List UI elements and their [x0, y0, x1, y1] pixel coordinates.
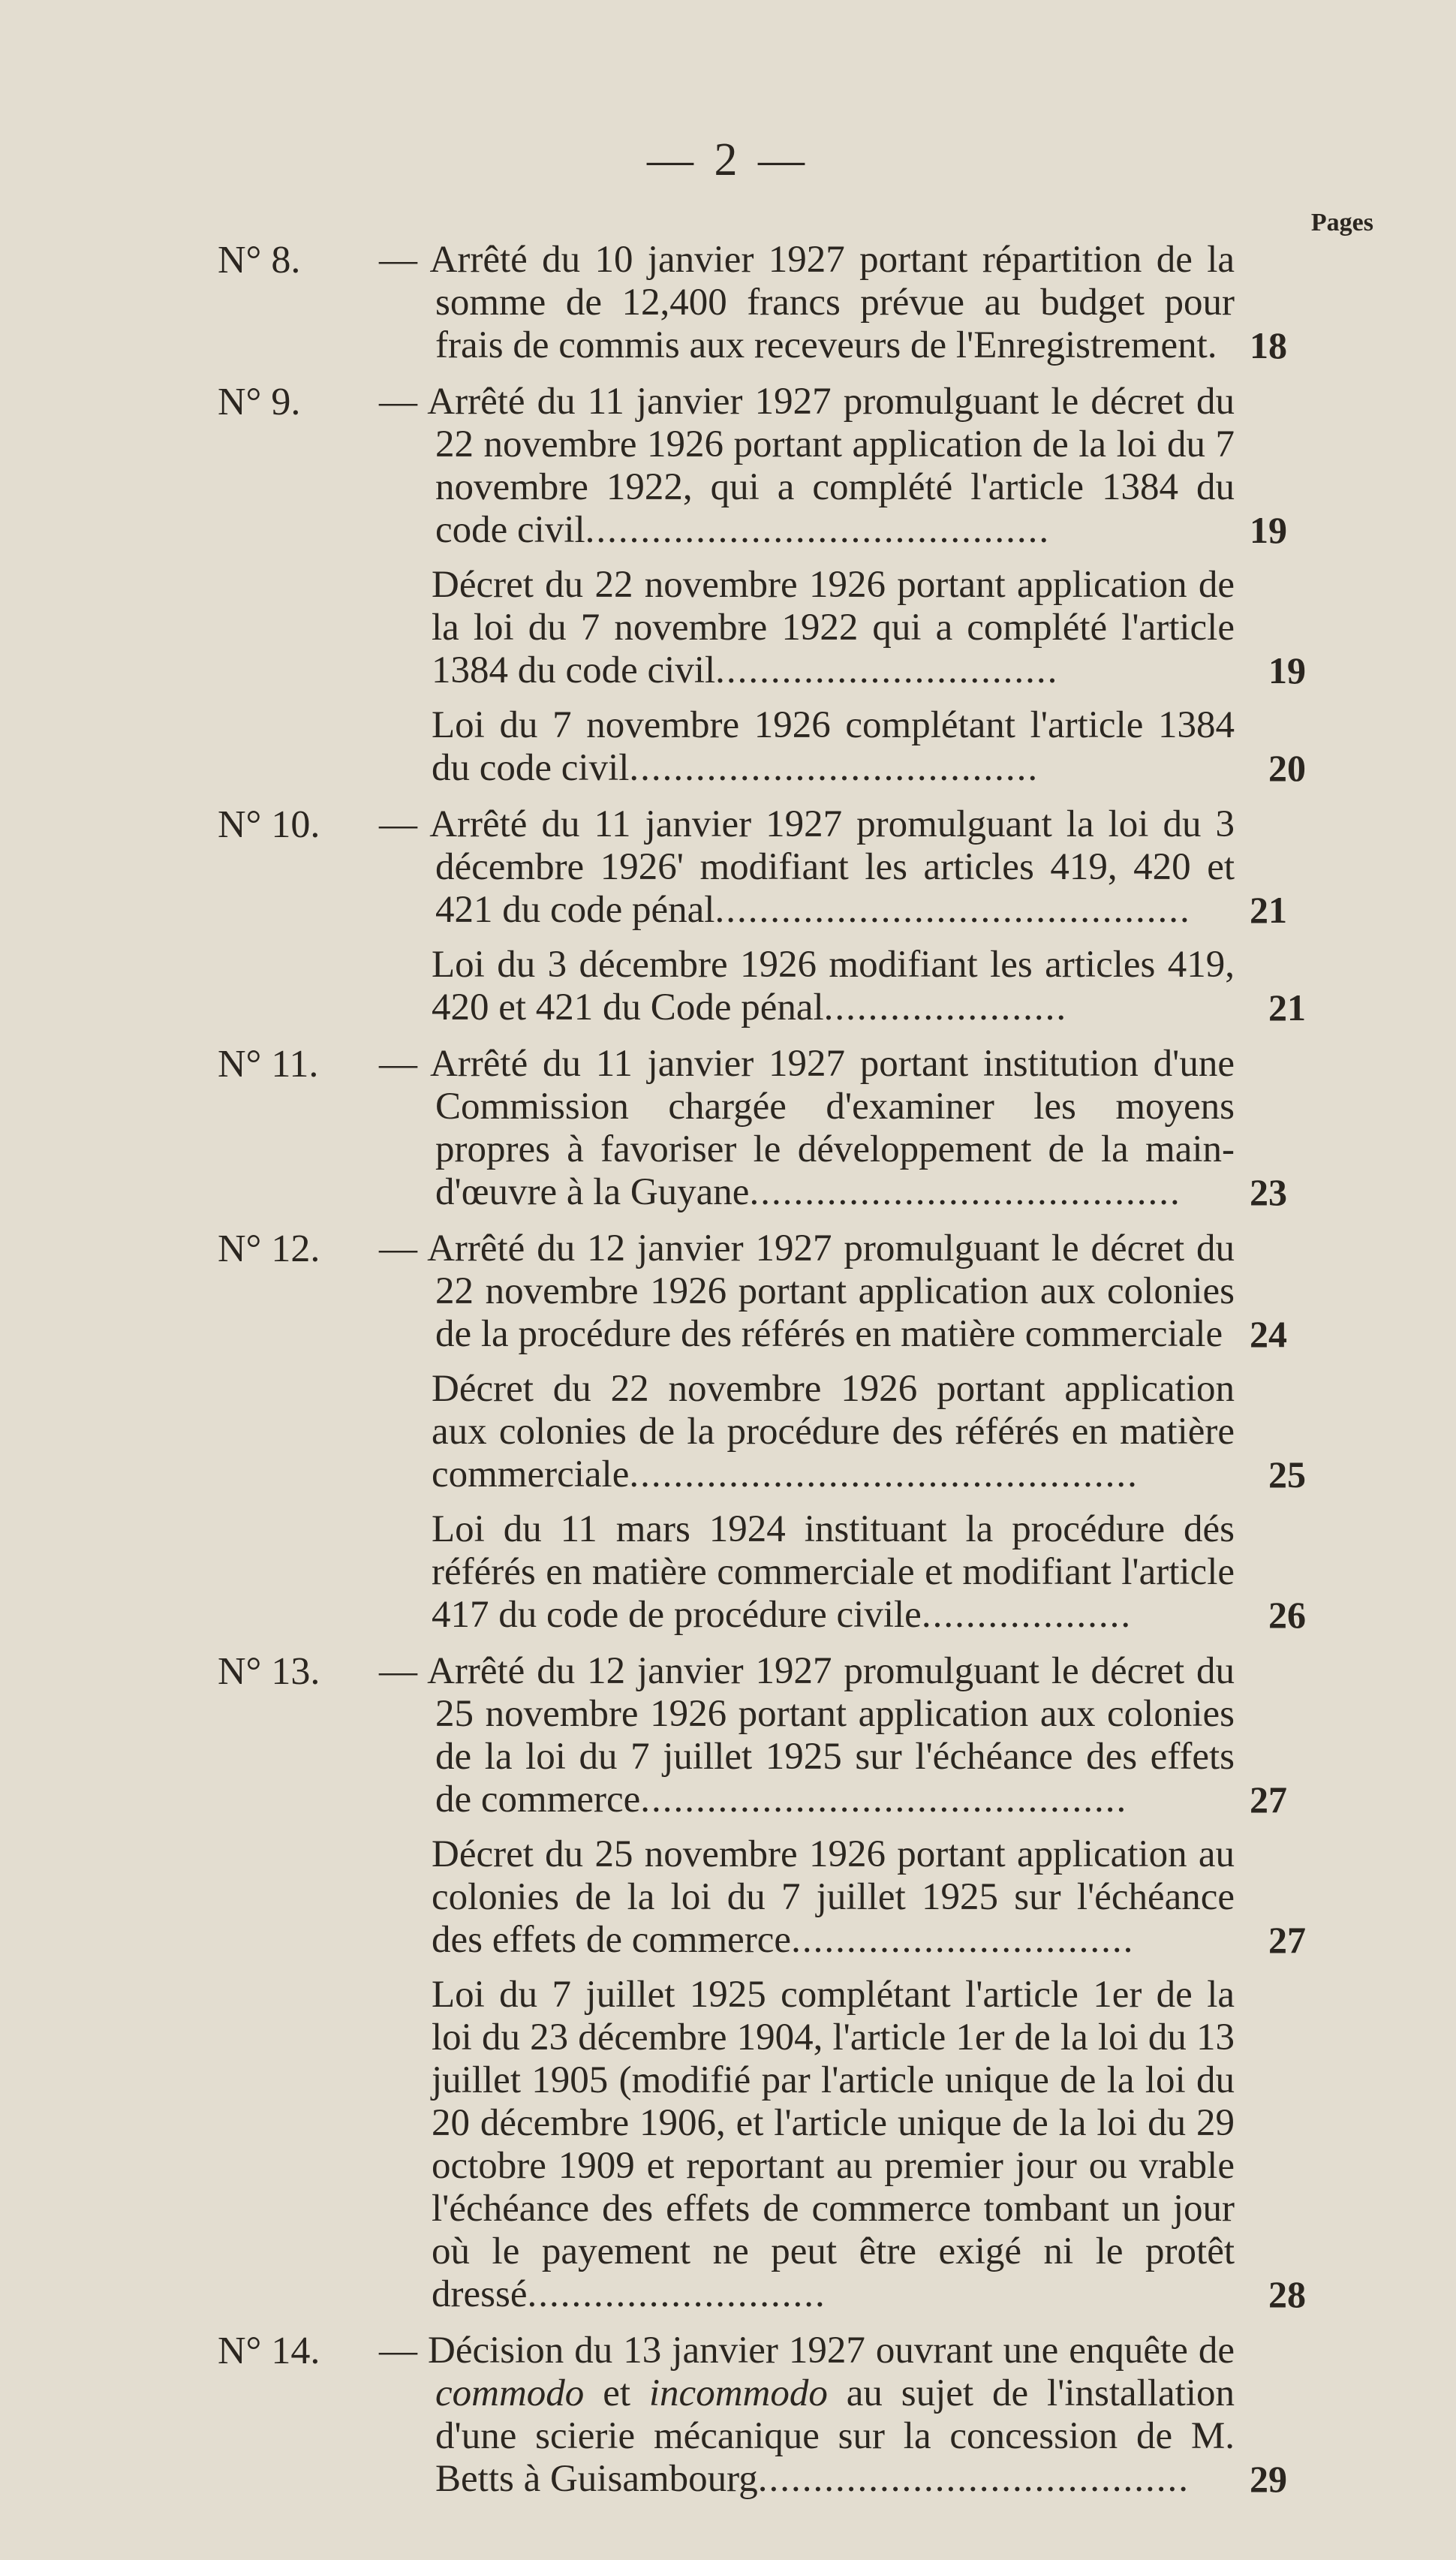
dot-leader: ............................................ — [640, 1778, 1128, 1821]
dot-leader: ............................... — [791, 1919, 1135, 1961]
entry-text: Décret du 25 novembre 1926 portant application au colonies de la loi du 7 juillet 1925 sur l'échéance des effets de commerce — [432, 1833, 1235, 1961]
entry-text: Décret du 22 novembre 1926 portant application de la loi du 7 novembre 1922 qui a complété l'article 1384 du code civil — [432, 564, 1235, 691]
entry-text: Décret du 22 novembre 1926 portant application aux colonies de la procédure des référés en matière commerciale — [432, 1368, 1235, 1495]
entry-item — [432, 1368, 1306, 1496]
entry-text-italic: incommodo — [648, 2372, 828, 2414]
dot-leader: ....................................... — [749, 1171, 1181, 1213]
entry-item — [432, 1833, 1306, 1962]
page-number: — 2 — — [647, 134, 809, 185]
page-ref: 25 — [1268, 1453, 1306, 1495]
toc-entry-8 — [218, 239, 1306, 367]
entry-text: — Arrêté du 12 janvier 1927 promulguant le décret du 22 novembre 1926 portant application aux colonies de la procédure des référés en matière commerciale — [379, 1227, 1235, 1355]
entry-item: — Arrêté du 12 janvier 1927 promulguant le décret du 22 novembre 1926 portant application aux colonies de la procédure des référés en matière commerciale 24 — [379, 1227, 1287, 1355]
dot-leader: ................... — [921, 1594, 1133, 1636]
entry-text: — Arrêté du 10 janvier 1927 portant répartition de la somme de 12,400 francs prévue au budget pour frais de commis aux receveurs de l'Enregistrement. — [379, 239, 1235, 366]
toc-entry-11 — [218, 1043, 1306, 1214]
entry-item — [432, 1974, 1306, 2316]
entry-number: N° 9. — [218, 381, 301, 423]
entry-text: — Arrêté du 11 janvier 1927 promulguant la loi du 3 décembre 1926' modifiant les articles 419, 420 et 421 du code pénal — [379, 803, 1235, 931]
dot-leader: ........................... — [527, 2273, 826, 2315]
toc-entry-12 — [218, 1227, 1306, 1637]
entry-number: N° 10. — [218, 803, 320, 846]
entry-text: Loi du 7 juillet 1925 complétant l'article 1er de la loi du 23 décembre 1904, l'article 1er de la loi du 13 juillet 1905 (modifié par l'article unique de la loi du 20 décembre 1906, et l'article unique de la loi du 29 octobre 1909 et reportant au premier jour ou vrable l'échéance des effets de commerce tombant un jour où le payement ne peut être exigé ni le protêt dressé — [432, 1974, 1235, 2315]
entry-item: — Arrêté du 11 janvier 1927 promulguant le décret du 22 novembre 1926 portant application de la loi du 7 novembre 1922, qui a complété l'article 1384 du code civil.......................................... 19 — [379, 381, 1287, 551]
entry-number: N° 11. — [218, 1043, 319, 1086]
dot-leader: ....................................... — [757, 2458, 1190, 2500]
dot-leader: ...................... — [823, 986, 1068, 1029]
entry-item — [432, 564, 1306, 692]
entry-item — [432, 704, 1306, 790]
toc-entry-14 — [218, 2330, 1306, 2501]
entry-text: et — [584, 2372, 649, 2414]
entry-text: — Arrêté du 12 janvier 1927 promulguant le décret du 25 novembre 1926 portant application aux colonies de la loi du 7 juillet 1925 sur l'échéance des effets de commerce — [379, 1650, 1235, 1821]
dot-leader: ..................................... — [629, 747, 1039, 789]
page-ref: 21 — [1268, 986, 1306, 1029]
page-ref: 27 — [1268, 1919, 1306, 1961]
toc-entry-10 — [218, 803, 1306, 1029]
entry-item: — Arrêté du 11 janvier 1927 portant institution d'une Commission chargée d'examiner les moyens propres à favoriser le développement de la main-d'œuvre à la Guyane....................................... 23 — [379, 1043, 1287, 1213]
entry-number: N° 14. — [218, 2330, 320, 2372]
entry-item — [432, 944, 1306, 1029]
page-ref: 26 — [1268, 1594, 1306, 1636]
page-ref: 20 — [1268, 747, 1306, 789]
toc-entry-9 — [218, 381, 1306, 790]
dot-leader: ............................... — [715, 649, 1059, 691]
table-of-contents — [218, 239, 1306, 2514]
entry-text: Loi du 11 mars 1924 instituant la procédure dés référés en matière commerciale et modifiant l'article 417 du code de procédure civile — [432, 1508, 1235, 1636]
entry-text: — Arrêté du 11 janvier 1927 portant institution d'une Commission chargée d'examiner les moyens propres à favoriser le développement de la main-d'œuvre à la Guyane — [379, 1043, 1235, 1213]
entry-number: N° 12. — [218, 1227, 320, 1270]
entry-text: — Arrêté du 11 janvier 1927 promulguant le décret du 22 novembre 1926 portant application de la loi du 7 novembre 1922, qui a complété l'article 1384 du code civil — [379, 381, 1235, 551]
entry-text-italic: commodo — [435, 2372, 585, 2414]
entry-text: Loi du 3 décembre 1926 modifiant les articles 419, 420 et 421 du Code pénal — [432, 944, 1235, 1029]
entry-item: — Arrêté du 12 janvier 1927 promulguant le décret du 25 novembre 1926 portant application aux colonies de la loi du 7 juillet 1925 sur l'échéance des effets de commerce............................................ 27 — [379, 1650, 1287, 1821]
dot-leader: ........................................... — [714, 889, 1191, 931]
entry-item: — Arrêté du 10 janvier 1927 portant répartition de la somme de 12,400 francs prévue au budget pour frais de commis aux receveurs de l'Enregistrement. 18 — [379, 239, 1287, 366]
pages-column-header: Pages — [1310, 209, 1373, 236]
entry-item: — Arrêté du 11 janvier 1927 promulguant la loi du 3 décembre 1926' modifiant les articles 419, 420 et 421 du code pénal........................................... 21 — [379, 803, 1287, 931]
page-ref: 19 — [1268, 649, 1306, 691]
entry-number: N° 13. — [218, 1650, 320, 1693]
entry-item: — Décision du 13 janvier 1927 ouvrant une enquête de commodo et incommodo au sujet de l'installation d'une scierie mécanique sur la concession de M. Betts à Guisambourg....................................... 29 — [379, 2330, 1287, 2500]
dot-leader: .......................................... — [585, 509, 1051, 551]
page-ref: 28 — [1268, 2273, 1306, 2315]
entry-text: au sujet de l'installation d'une scierie mécanique sur la concession de M. Betts à Guisambourg — [435, 2372, 1235, 2500]
entry-number: N° 8. — [218, 239, 301, 282]
entry-text: Loi du 7 novembre 1926 complétant l'article 1384 du code civil — [432, 704, 1235, 789]
toc-entry-13 — [218, 1650, 1306, 2316]
entry-item — [432, 1508, 1306, 1637]
entry-text: — Décision du 13 janvier 1927 ouvrant une enquête de — [379, 2330, 1235, 2372]
dot-leader: .............................................. — [629, 1453, 1139, 1495]
